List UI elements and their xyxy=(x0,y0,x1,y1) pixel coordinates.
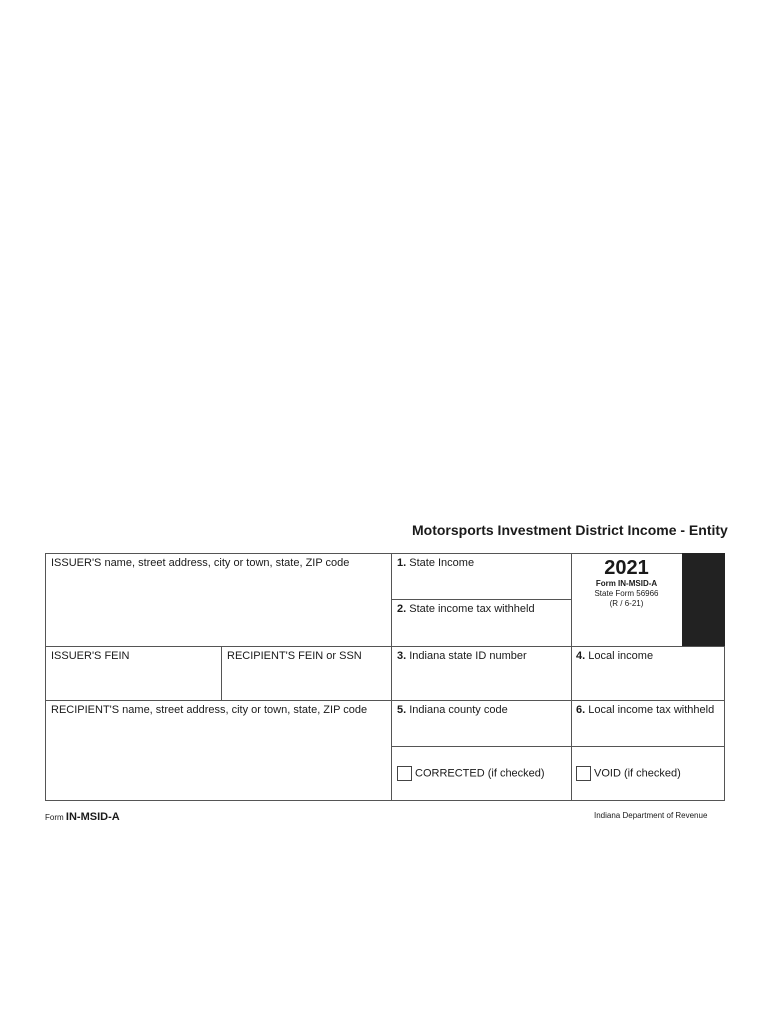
box3-label: Indiana state ID number xyxy=(409,650,527,662)
form-code: IN-MSID-A xyxy=(65,811,120,823)
form-footer-id xyxy=(45,811,120,823)
void-checkbox[interactable] xyxy=(576,766,591,781)
grid-line xyxy=(391,599,571,600)
grid-line xyxy=(391,553,392,801)
corrected-checkbox[interactable] xyxy=(397,766,412,781)
form-year-block xyxy=(571,553,682,646)
box1-label: State Income xyxy=(409,557,475,569)
grid-line xyxy=(45,553,46,801)
department-name: Indiana Department of Revenue xyxy=(594,811,708,820)
box3-state-id[interactable] xyxy=(397,650,527,663)
state-form-number: State Form 56966 xyxy=(594,589,659,598)
grid-line xyxy=(221,646,222,700)
issuer-fein-field[interactable] xyxy=(51,650,130,663)
box6-local-tax-withheld[interactable] xyxy=(576,704,714,717)
issuer-name-label: ISSUER'S name, street address, city or town, state, ZIP code xyxy=(51,557,350,569)
box6-number: 6. xyxy=(576,704,586,716)
recipient-fein-label: RECIPIENT'S FEIN or SSN xyxy=(227,650,362,662)
box2-tax-withheld[interactable] xyxy=(397,603,535,616)
box1-number: 1. xyxy=(397,557,407,569)
form-id: Form IN-MSID-A xyxy=(595,579,658,588)
corrected-label: CORRECTED (if checked) xyxy=(415,767,545,780)
box2-label: State income tax withheld xyxy=(409,603,535,615)
recipient-name-field[interactable] xyxy=(51,704,367,717)
form-grid xyxy=(45,553,725,801)
form-title: Motorsports Investment District Income - Entity xyxy=(412,522,728,538)
box6-label: Local income tax withheld xyxy=(588,704,715,716)
box3-number: 3. xyxy=(397,650,407,662)
box2-number: 2. xyxy=(397,603,407,615)
recipient-fein-field[interactable] xyxy=(227,650,362,663)
box5-number: 5. xyxy=(397,704,407,716)
grid-line xyxy=(45,646,725,647)
tax-year: 2021 xyxy=(604,557,649,579)
issuer-fein-label: ISSUER'S FEIN xyxy=(51,650,130,662)
issuer-name-field[interactable] xyxy=(51,557,349,570)
box5-label: Indiana county code xyxy=(409,704,508,716)
box5-county-code[interactable] xyxy=(397,704,508,717)
void-option[interactable] xyxy=(576,766,681,781)
black-bar xyxy=(682,553,725,646)
corrected-option[interactable] xyxy=(397,766,545,781)
box1-state-income[interactable] xyxy=(397,557,474,570)
void-label: VOID (if checked) xyxy=(594,767,681,780)
recipient-name-label: RECIPIENT'S name, street address, city or town, state, ZIP code xyxy=(51,704,368,716)
grid-line xyxy=(45,800,725,801)
revision: (R / 6-21) xyxy=(609,599,644,608)
grid-line xyxy=(45,700,725,701)
box4-label: Local income xyxy=(588,650,654,662)
form-prefix: Form xyxy=(45,813,64,822)
grid-line xyxy=(391,746,725,747)
box4-local-income[interactable] xyxy=(576,650,653,663)
box4-number: 4. xyxy=(576,650,586,662)
